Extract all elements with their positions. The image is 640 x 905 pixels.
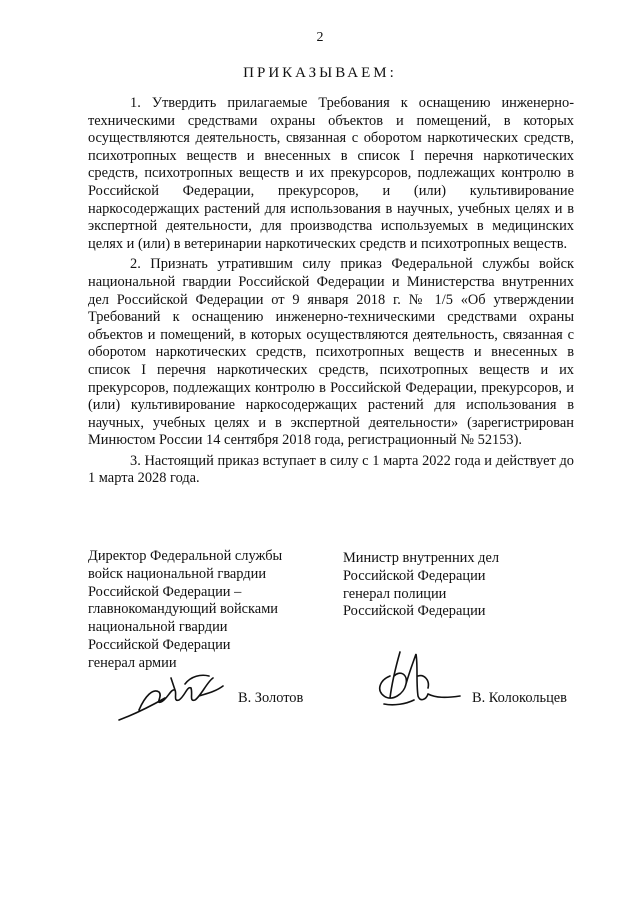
right-title-line: генерал полиции <box>343 585 447 602</box>
order-body <box>88 95 574 491</box>
left-title-line: Российской Федерации <box>88 636 231 653</box>
order-paragraph-3: 3. Настоящий приказ вступает в силу с 1 марта 2022 года и действует до 1 марта 2028 года. <box>88 452 574 487</box>
order-paragraph-1: 1. Утвердить прилагаемые Требования к оснащению инженерно-техническими средствами охраны объектов и помещений, в которых осуществляются деятельность, связанная с оборотом наркотических средств, психотропных веществ и внесенных в список I перечня наркотических средств, психотропных веществ и их прекурсоров, подлежащих контролю в Российской Федерации, прекурсоров, и (или) культивирование наркосодержащих растений для использования в научных, учебных целях и в экспертной деятельности, для производства используемых в медицинских целях и (или) в ветеринарии наркотических средств и психотропных веществ. <box>88 95 574 252</box>
right-signatory-title <box>343 550 583 621</box>
left-title-line: главнокомандующий войсками <box>88 601 279 618</box>
order-paragraph-2: 2. Признать утратившим силу приказ Федеральной службы войск национальной гвардии Российской Федерации и Министерства внутренних дел Российской Федерации от 9 января 2018 г. № 1/5 «Об утверждении Требований к оснащению инженерно-техническими средствами охраны объектов и помещений, в которых осуществляются деятельность, связанная с оборотом наркотических средств, психотропных веществ и внесенных в список I перечня наркотических средств, психотропных веществ и их прекурсоров, подлежащих контролю в Российской Федерации, прекурсоров, и (или) культивирование наркосодержащих растений для использования в научных, учебных целях и в экспертной деятельности» (зарегистрирован Минюстом России 14 сентября 2018 года, регистрационный № 52153). <box>88 256 574 449</box>
page-number: 2 <box>316 30 324 45</box>
left-signatory-name: В. Золотов <box>238 690 304 706</box>
right-title-line: Министр внутренних дел <box>343 550 500 566</box>
left-title-line: генерал армии <box>88 654 177 671</box>
right-title-line: Российской Федерации <box>343 603 486 620</box>
left-title-line: войск национальной гвардии <box>88 565 267 582</box>
left-handwritten-signature <box>115 666 235 726</box>
left-title-line: Российской Федерации – <box>88 583 242 600</box>
left-signatory-title <box>88 548 348 673</box>
order-heading: ПРИКАЗЫВАЕМ: <box>243 65 397 81</box>
left-title-line: Директор Федеральной службы <box>88 548 283 564</box>
right-title-line: Российской Федерации <box>343 567 486 584</box>
left-title-line: национальной гвардии <box>88 619 228 636</box>
right-handwritten-signature <box>370 646 466 716</box>
right-signatory-name: В. Колокольцев <box>472 690 567 706</box>
